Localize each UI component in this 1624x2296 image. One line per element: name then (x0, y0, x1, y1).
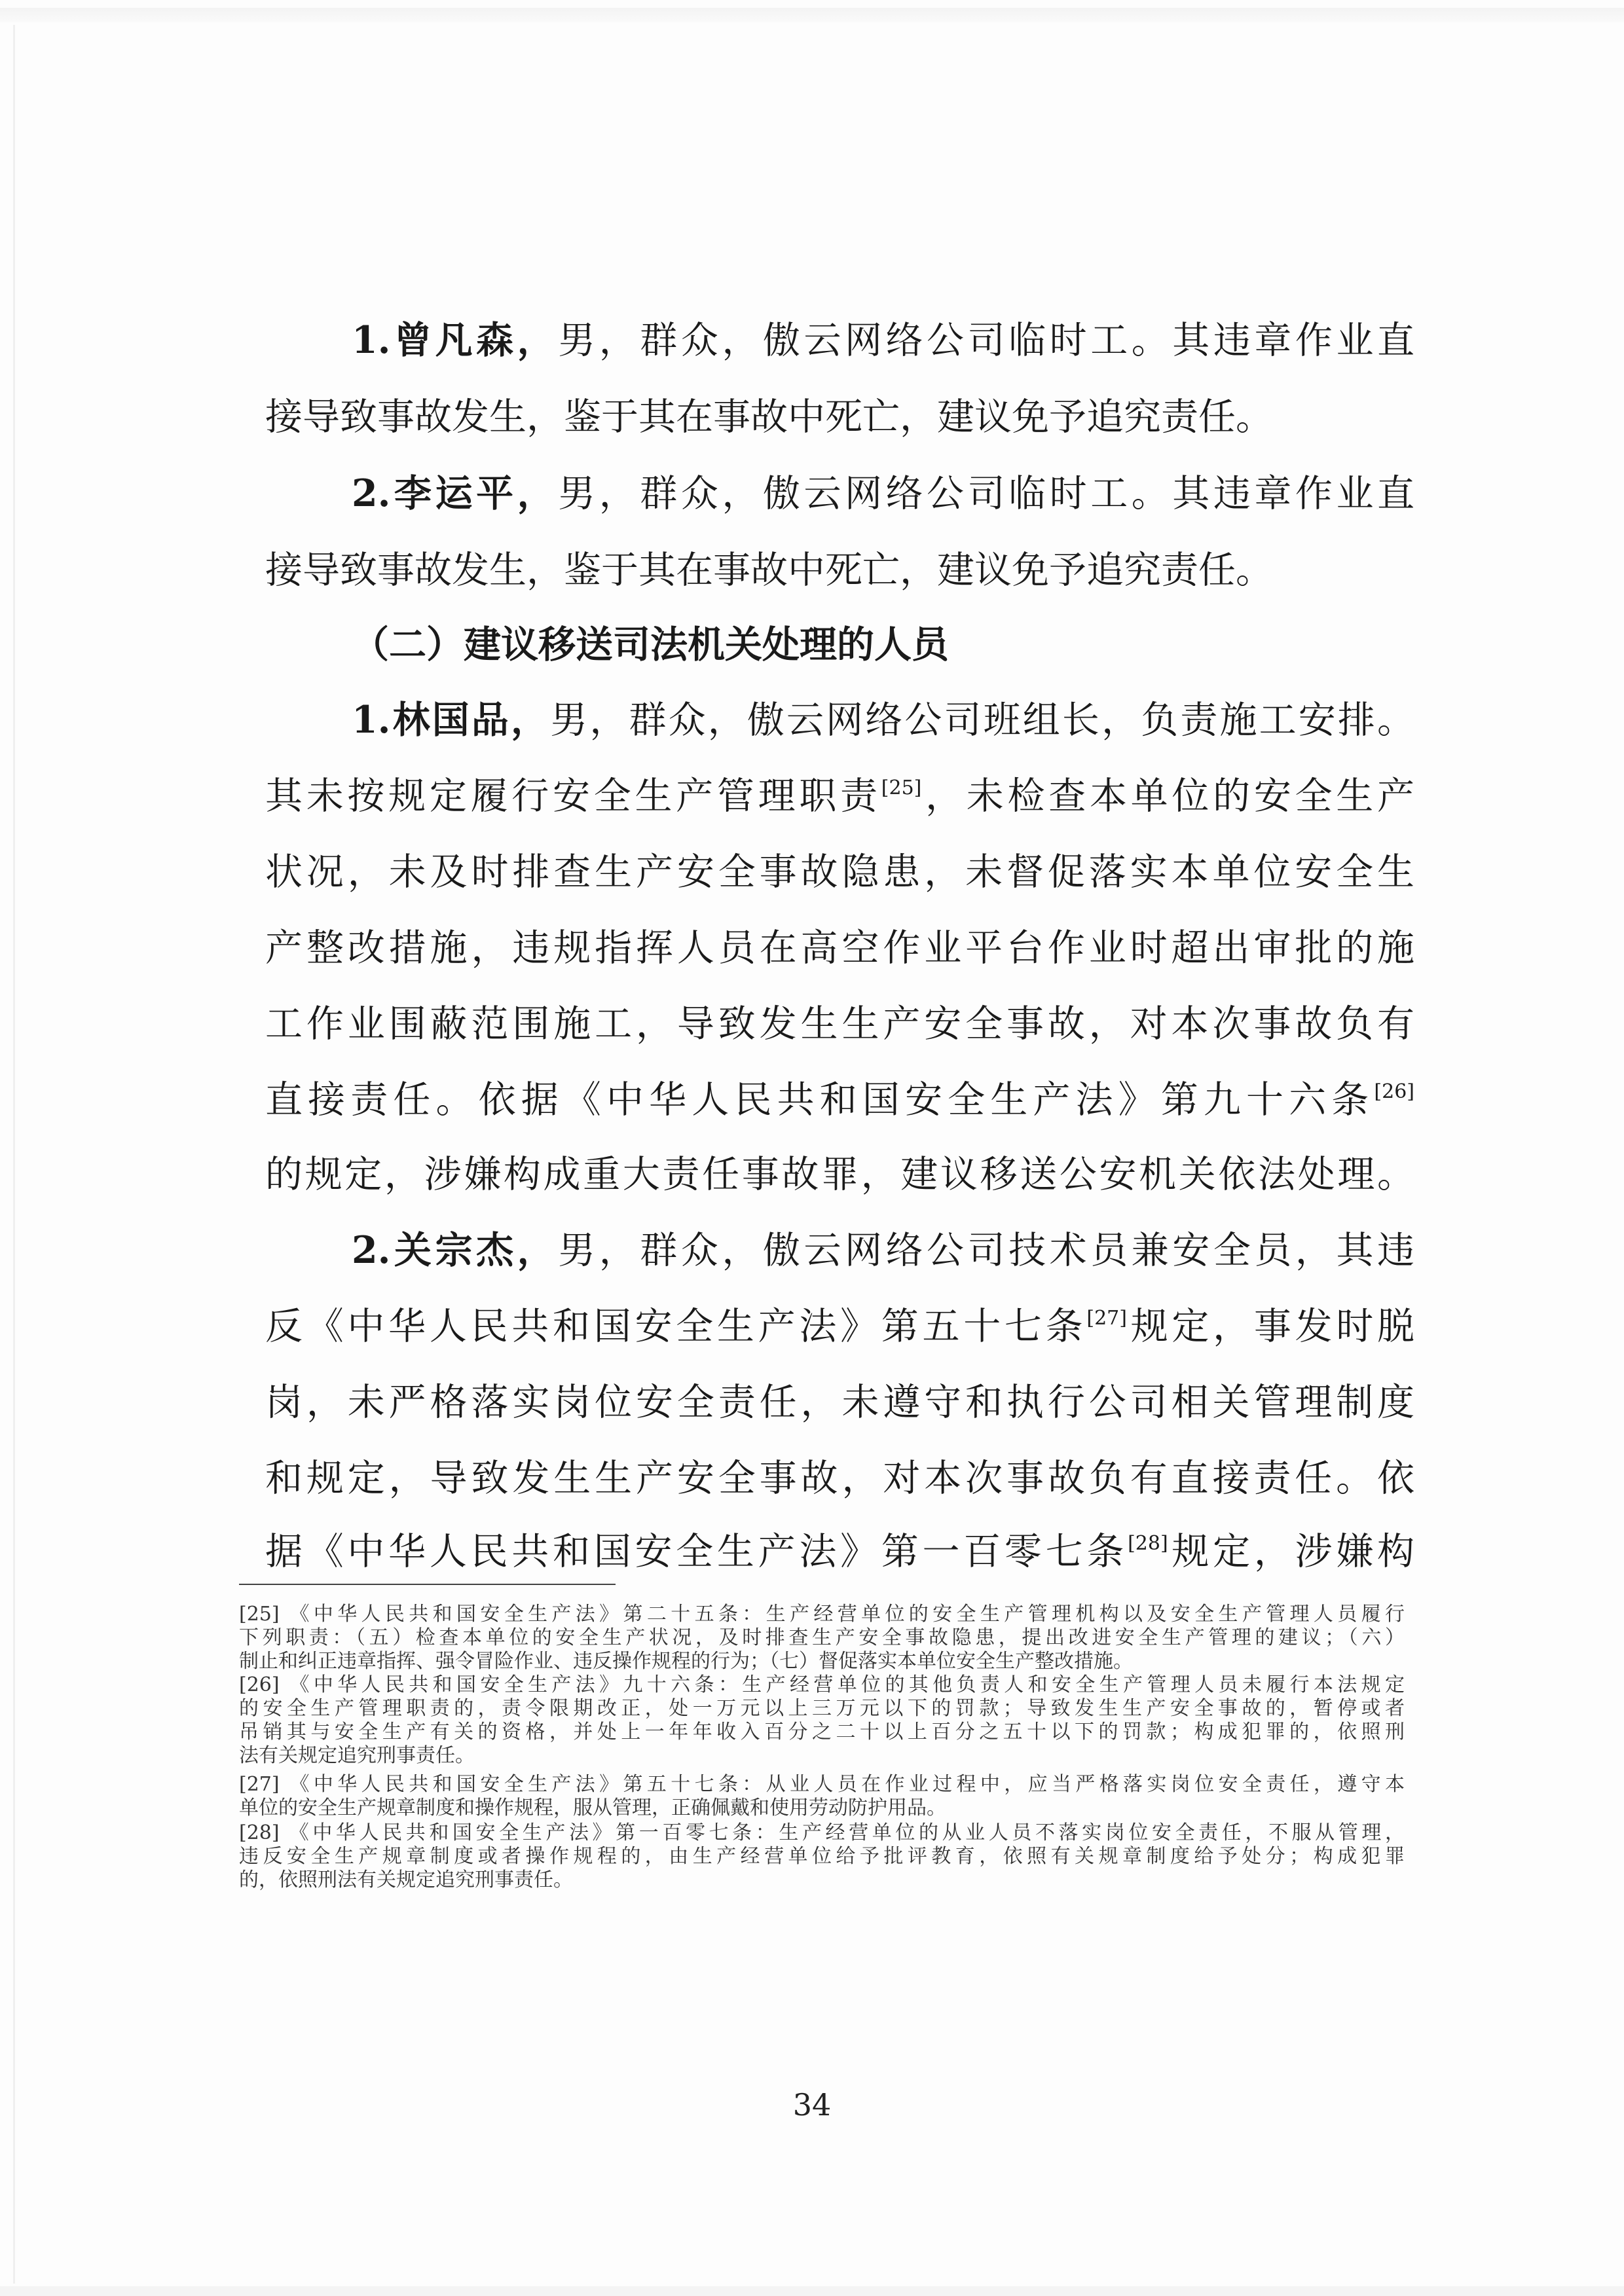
paragraph-3-line-1: 1.林国品，男，群众，傲云网络公司班组长，负责施工安排。 (352, 698, 1415, 742)
footnote-26-line-1: [26] 《中华人民共和国安全生产法》九十六条：生产经营单位的其他负责人和安全生产管理人员未履行本法规定 (239, 1673, 1405, 1696)
person-name: 2.关宗杰， (352, 1228, 559, 1272)
person-name: 2.李运平， (352, 471, 559, 515)
page-number: 34 (792, 2087, 832, 2123)
paragraph-4-line-5: 据《中华人民共和国安全生产法》第一百零七条[28]规定，涉嫌构 (265, 1530, 1414, 1573)
person-name: 1.曾凡森， (352, 318, 559, 362)
section-heading: （二）建议移送司法机关处理的人员 (352, 623, 949, 666)
paragraph-1-line-2: 接导致事故发生，鉴于其在事故中死亡，建议免予追究责任。 (265, 395, 1273, 439)
paragraph-3-line-4: 产整改措施，违规指挥人员在高空作业平台作业时超出审批的施 (265, 926, 1414, 970)
person-name: 1.林国品， (352, 698, 551, 742)
scan-artifact-left (13, 25, 15, 2284)
footnote-ref-27[interactable]: [27] (1086, 1307, 1127, 1330)
paragraph-3-line-2: 其未按规定履行安全生产管理职责[25]，未检查本单位的安全生产 (265, 774, 1414, 818)
paragraph-3-line-3: 状况，未及时排查生产安全事故隐患，未督促落实本单位安全生 (265, 850, 1414, 894)
footnote-separator (239, 1584, 616, 1585)
scan-artifact-top (0, 8, 1624, 22)
footnote-26-line-2: 的安全生产管理职责的，责令限期改正，处一万元以上三万元以下的罚款；导致发生生产安全事故的，暂停或者 (239, 1697, 1405, 1720)
paragraph-3-line-6: 直接责任。依据《中华人民共和国安全生产法》第九十六条[26] (265, 1078, 1414, 1121)
footnote-26-line-3: 吊销其与安全生产有关的资格，并处上一年年收入百分之二十以上百分之五十以下的罚款；构成犯罪的，依照刑 (239, 1721, 1405, 1743)
paragraph-4-line-4: 和规定，导致发生生产安全事故，对本次事故负有直接责任。依 (265, 1457, 1414, 1500)
paragraph-4-line-2: 反《中华人民共和国安全生产法》第五十七条[27]规定，事发时脱 (265, 1305, 1414, 1348)
footnote-25-line-2: 下列职责：（五）检查本单位的安全生产状况，及时排查生产安全事故隐患，提出改进安全生产管理的建议；（六） (239, 1626, 1405, 1649)
footnote-ref-25[interactable]: [25] (881, 776, 922, 799)
paragraph-3-line-5: 工作业围蔽范围施工，导致发生生产安全事故，对本次事故负有 (265, 1002, 1414, 1046)
footnote-27-line-1: [27] 《中华人民共和国安全生产法》第五十七条：从业人员在作业过程中，应当严格落实岗位安全责任，遵守本 (239, 1773, 1405, 1796)
paragraph-3-line-7: 的规定，涉嫌构成重大责任事故罪，建议移送公安机关依法处理。 (265, 1153, 1414, 1196)
footnote-ref-26[interactable]: [26] (1374, 1080, 1414, 1103)
paragraph-1-line-1: 1.曾凡森，男，群众，傲云网络公司临时工。其违章作业直 (352, 318, 1414, 362)
footnote-25-line-3: 制止和纠正违章指挥、强令冒险作业、违反操作规程的行为；（七）督促落实本单位安全生产整改措施。 (239, 1650, 1133, 1673)
footnote-ref-28[interactable]: [28] (1128, 1532, 1168, 1555)
footnote-28-line-1: [28] 《中华人民共和国安全生产法》第一百零七条：生产经营单位的从业人员不落实岗位安全责任，不服从管理， (239, 1821, 1405, 1844)
footnote-25-line-1: [25] 《中华人民共和国安全生产法》第二十五条：生产经营单位的安全生产管理机构以及安全生产管理人员履行 (239, 1603, 1405, 1626)
paragraph-4-line-1: 2.关宗杰，男，群众，傲云网络公司技术员兼安全员，其违 (352, 1228, 1414, 1272)
footnote-28-line-2: 违反安全生产规章制度或者操作规程的，由生产经营单位给予批评教育，依照有关规章制度给予处分；构成犯罪 (239, 1845, 1405, 1868)
paragraph-2-line-2: 接导致事故发生，鉴于其在事故中死亡，建议免予追究责任。 (265, 549, 1273, 592)
footnote-26-line-4: 法有关规定追究刑事责任。 (239, 1744, 475, 1767)
footnote-28-line-3: 的，依照刑法有关规定追究刑事责任。 (239, 1868, 573, 1891)
scan-artifact-bottom (0, 2286, 1624, 2296)
paragraph-2-line-1: 2.李运平，男，群众，傲云网络公司临时工。其违章作业直 (352, 471, 1414, 515)
footnote-27-line-2: 单位的安全生产规章制度和操作规程，服从管理，正确佩戴和使用劳动防护用品。 (239, 1796, 946, 1819)
paragraph-4-line-3: 岗，未严格落实岗位安全责任，未遵守和执行公司相关管理制度 (265, 1381, 1414, 1424)
